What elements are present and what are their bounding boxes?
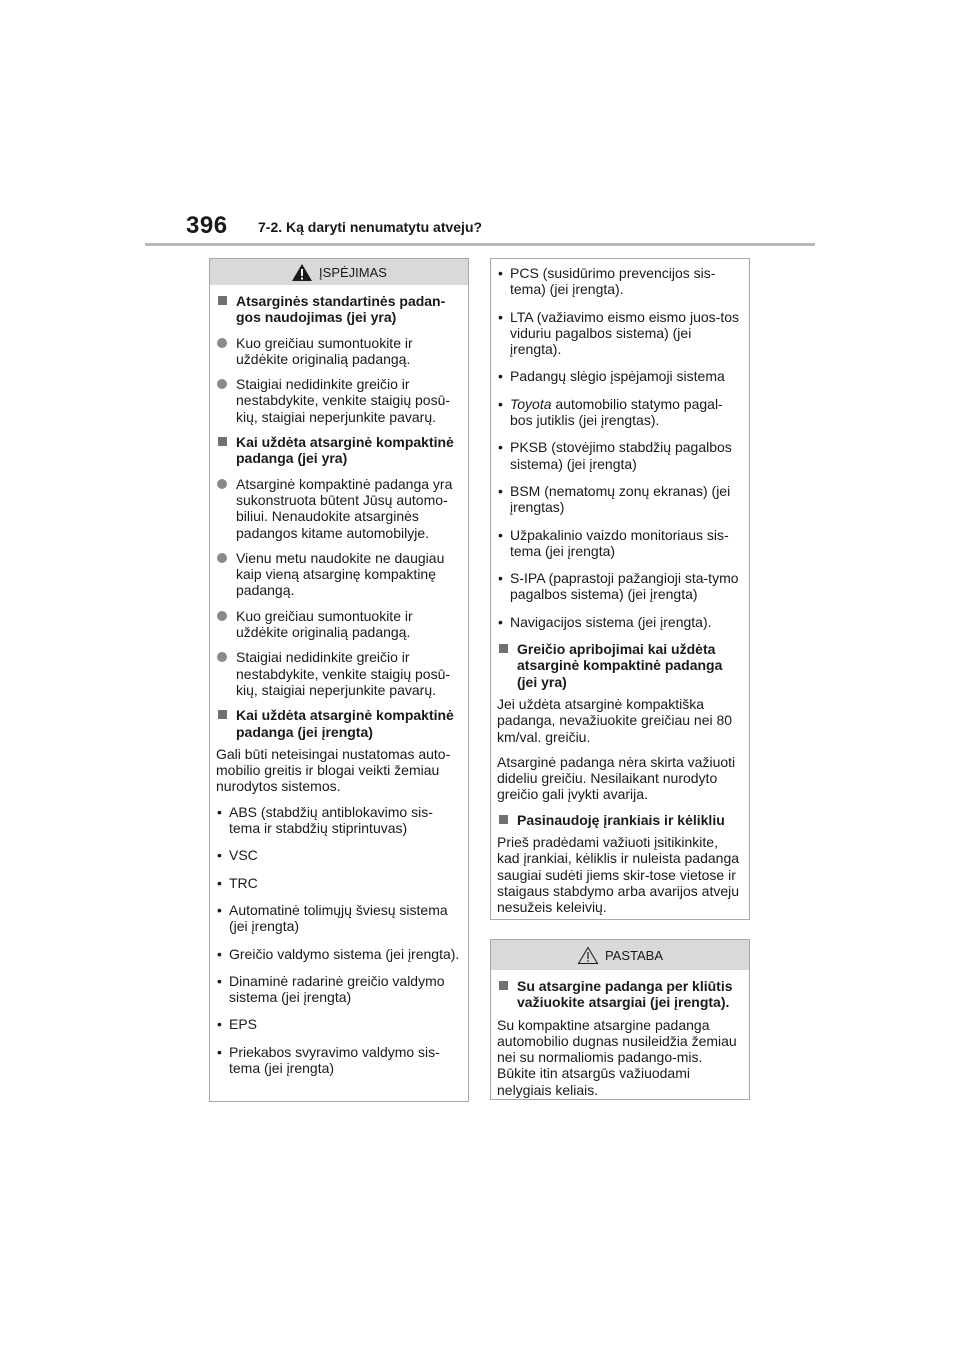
warning-paragraph: Jei uždėta atsarginė kompaktiška padanga, nevažiuokite greičiau nei 80 km/val. greičiu. <box>497 695 733 745</box>
system-list-item: • ABS (stabdžių antiblokavimo sis-tema ir stabdžių stiprintuvas) <box>216 804 462 837</box>
system-list-item: • Automatinė tolimųjų šviesų sistema (jei įrengta) <box>216 902 462 935</box>
warning-heading: Kai uždėta atsarginė kompaktinė padanga (jei įrengta) <box>216 707 462 740</box>
system-list-item: • Dinaminė radarinė greičio valdymo sistema (jei įrengta) <box>216 973 462 1006</box>
warning-paragraph: Prieš pradėdami važiuoti įsitikinkite, kad įrankiai, kėliklis ir nuleista padanga saugiai sudėti jiems skir-tose vietose ir staigaus stabdymo arba avarijos atveju nesužeis keleivių. <box>497 834 740 916</box>
system-list-item: • Užpakalinio vaizdo monitoriaus sis-tema (jei įrengta) <box>497 527 743 560</box>
system-list-item <box>497 396 743 429</box>
system-list-item: • PKSB (stovėjimo stabdžių pagalbos sistema) (jei įrengta) <box>497 439 743 472</box>
notice-heading: Su atsargine padanga per kliūtis važiuokite atsargiai (jei įrengta). <box>497 978 743 1011</box>
toyota-brand-text: Toyota <box>510 395 552 412</box>
notice-triangle-icon <box>577 946 599 965</box>
warning-box-left <box>209 258 469 1102</box>
warning-title: ĮSPĖJIMAS <box>319 264 387 280</box>
warning-paragraph: Atsarginė padanga nėra skirta važiuoti dideliu greičiu. Nesilaikant nurodyto greičio gali įvykti avarija. <box>497 753 736 803</box>
notice-box <box>490 939 750 1100</box>
warning-heading: Greičio apribojimai kai uždėta atsarginė kompaktinė padanga (jei yra) <box>497 641 743 690</box>
system-list-item: • Navigacijos sistema (jei įrengta). <box>497 614 743 630</box>
warning-item: Staigiai nedidinkite greičio ir nestabdykite, venkite staigių posū-kių, staigiai neperjunkite pavarų. <box>216 649 462 698</box>
system-list-item: • Greičio valdymo sistema (jei įrengta). <box>216 946 462 962</box>
section-title: 7-2. Ką daryti nenumatytu atveju? <box>258 219 483 235</box>
system-list-item: • Priekabos svyravimo valdymo sis-tema (jei įrengta) <box>216 1044 462 1077</box>
system-list-item: • LTA (važiavimo eismo eismo juos-tos viduriu pagalbos sistema) (jei įrengta). <box>497 309 743 358</box>
toyota-item-text: automobilio statymo pagal-bos jutiklis (jei įrengtas). <box>510 395 723 429</box>
warning-item: Kuo greičiau sumontuokite ir uždėkite originalią padangą. <box>216 335 462 368</box>
notice-title: PASTABA <box>604 947 664 963</box>
system-list-item: • Padangų slėgio įspėjamoji sistema <box>497 368 743 384</box>
warning-heading: Atsarginės standartinės padan-gos naudojimas (jei yra) <box>216 293 462 326</box>
warning-heading: Pasinaudoję įrankiais ir kėlikliu <box>497 812 743 828</box>
warning-item: Vienu metu naudokite ne daugiau kaip vieną atsarginę kompaktinę padangą. <box>216 550 462 599</box>
warning-header <box>210 259 468 285</box>
warning-heading: Kai uždėta atsarginė kompaktinė padanga (jei yra) <box>216 434 462 467</box>
system-list-item: • VSC <box>216 847 462 863</box>
system-list-item: • TRC <box>216 875 462 891</box>
warning-item: Atsarginė kompaktinė padanga yra sukonstruota būtent Jūsų automo-biliui. Nenaudokite atsarginės padangos kitame automobilyje. <box>216 476 462 541</box>
warning-triangle-icon <box>291 263 313 282</box>
system-list-item: • PCS (susidūrimo prevencijos sis-tema) (jei įrengta). <box>497 265 743 298</box>
warning-item: Kuo greičiau sumontuokite ir uždėkite originalią padangą. <box>216 608 462 641</box>
warning-box-right <box>490 258 750 920</box>
page-number: 396 <box>186 212 228 239</box>
warning-paragraph: Gali būti neteisingai nustatomas auto-mobilio greitis ir blogai veikti žemiau nurodytos sistemos. <box>216 745 451 795</box>
warning-item: Staigiai nedidinkite greičio ir nestabdykite, venkite staigių posū-kių, staigiai neperjunkite pavarų. <box>216 376 462 425</box>
warning-body-left <box>210 285 468 1093</box>
system-list-item: • EPS <box>216 1016 462 1032</box>
notice-header <box>491 940 749 970</box>
warning-body-right <box>491 259 749 931</box>
system-list-item: • BSM (nematomų zonų ekranas) (jei įrengtas) <box>497 483 743 516</box>
notice-paragraph: Su kompaktine atsargine padanga automobilio dugnas nusileidžia žemiau nei su normaliomis padango-mis. Būkite itin atsargūs važiuodami nelygiais keliais. <box>497 1016 737 1098</box>
header-divider <box>145 243 815 246</box>
notice-body <box>491 970 749 1113</box>
system-list-item: • S-IPA (paprastoji pažangioji sta-tymo pagalbos sistema) (jei įrengta) <box>497 570 743 603</box>
